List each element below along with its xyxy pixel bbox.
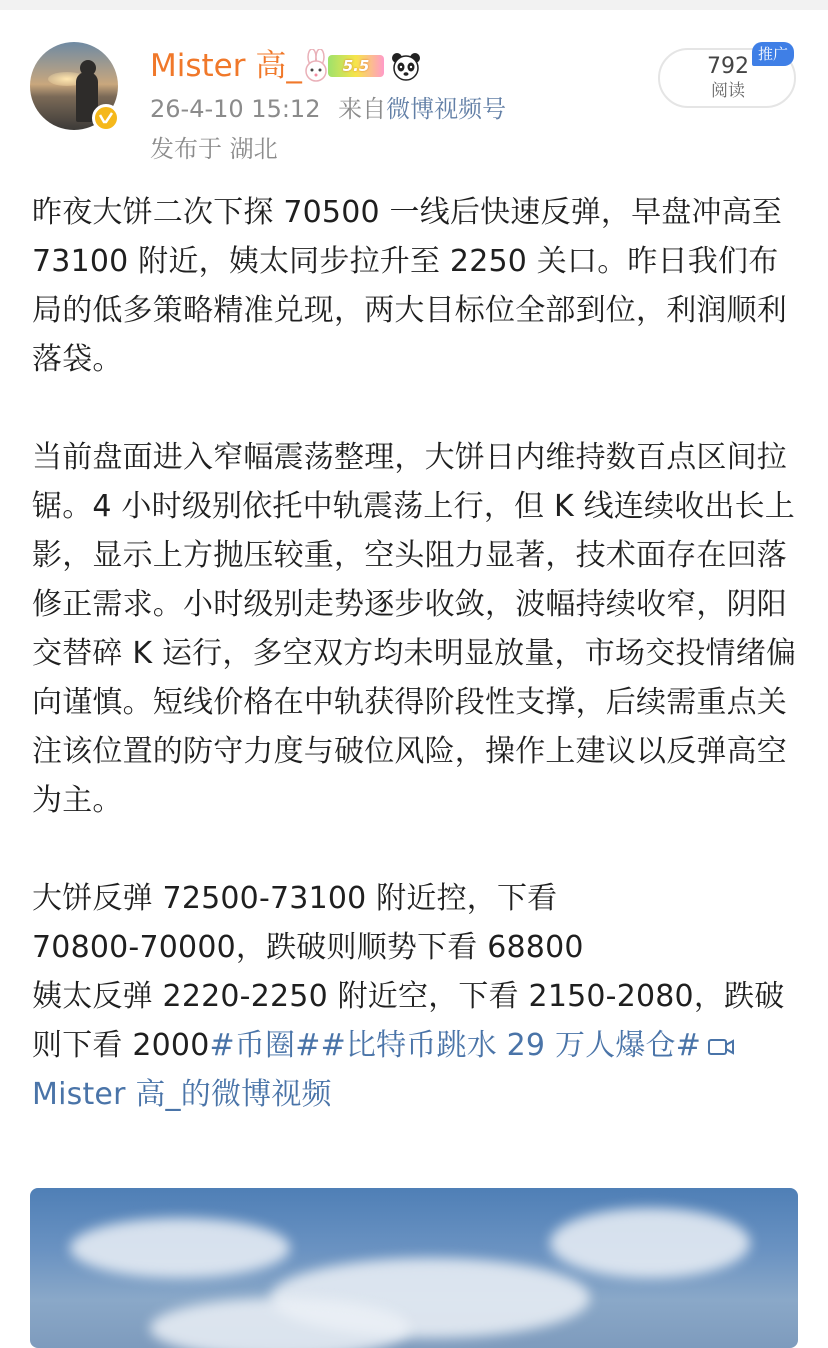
read-label: 阅读 — [711, 81, 745, 101]
post-time: 26-4-10 15:12 — [150, 95, 321, 123]
post-location: 发布于 湖北 — [150, 135, 278, 163]
post-line-btc-1: 大饼反弹 72500-73100 附近控，下看 — [32, 881, 558, 916]
post-paragraph-2: 当前盘面进入窄幅震荡整理，大饼日内维持数百点区间拉锯。4 小时级别依托中轨震荡上行，但 K 线连续收出长上影，显示上方抛压较重，空头阻力显著，技术面存在回落修正需求。小时级别走势逐步收敛，波幅持续收窄，阴阳交替碎 K 运行，多空双方均未明显放量，市场交投情绪偏向谨慎。短线价格在中轨获得阶段性支撑，后续需重点关注该位置的防守力度与破位风险，操作上建议以反弹高空为主。 — [32, 440, 797, 818]
post-body — [32, 188, 802, 1119]
video-thumbnail[interactable] — [30, 1188, 798, 1348]
top-strip — [0, 0, 828, 10]
topic-link-1[interactable]: #币圈# — [209, 1028, 321, 1063]
promo-tag: 推广 — [752, 42, 794, 66]
source-prefix: 来自 — [338, 95, 387, 123]
video-link[interactable]: Mister 高_的微博视频 — [32, 1077, 332, 1112]
verified-v-icon — [92, 104, 120, 132]
panda-icon — [390, 50, 422, 82]
user-badges — [300, 48, 422, 84]
level-badge[interactable] — [300, 53, 384, 79]
post-meta — [150, 92, 506, 126]
source-name[interactable]: 微博视频号 — [386, 95, 507, 123]
level-badge-label: 5.5 — [328, 55, 384, 77]
read-count: 792 — [707, 54, 749, 79]
post-line-btc-2: 70800-70000，跌破则顺势下看 68800 — [32, 930, 584, 965]
topic-link-2[interactable]: #比特币跳水 29 万人爆仓# — [320, 1028, 702, 1063]
post-paragraph-1: 昨夜大饼二次下探 70500 一线后快速反弹，早盘冲高至 73100 附近，姨太同步拉升至 2250 关口。昨日我们布局的低多策略精准兑现，两大目标位全部到位，利润顺利落袋。 — [32, 195, 787, 377]
post-line-eth-text: 姨太反弹 2220-2250 附近空，下看 2150-2080，跌破则下看 2000 — [32, 979, 785, 1063]
username[interactable]: Mister 高_ — [150, 48, 302, 84]
video-link-line — [32, 1070, 802, 1119]
video-icon — [707, 1036, 735, 1058]
post-line-eth — [32, 972, 802, 1070]
